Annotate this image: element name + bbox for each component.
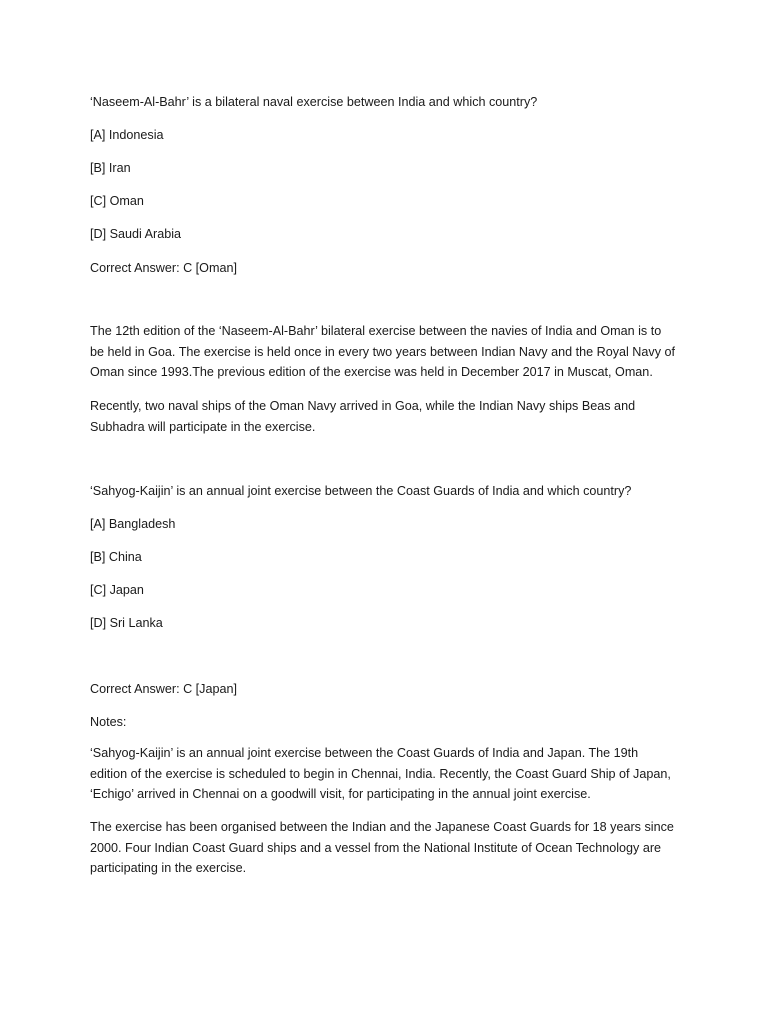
q1-option-a: [A] Indonesia [90,128,164,142]
q2-option-b: [B] China [90,550,142,564]
q1-correct-answer: Correct Answer: C [Oman] [90,261,237,275]
question-1-text: ‘Naseem-Al-Bahr’ is a bilateral naval exercise between India and which country? [90,95,538,109]
q1-explanation-paragraph-1: The 12th edition of the ‘Naseem-Al-Bahr’ bilateral exercise between the navies of India and Oman is to be held in Goa. The exercise is held once in every two years between Indian Navy and the Royal Navy of Oman since 1993.The previous edition of the exercise was held in December 2017 in Muscat, Oman. [90,324,676,379]
q1-explanation-paragraph-2: Recently, two naval ships of the Oman Navy arrived in Goa, while the Indian Navy ships Beas and Subhadra will participate in the exercise. [90,399,636,434]
q2-notes-label: Notes: [90,715,127,729]
q2-option-d: [D] Sri Lanka [90,616,163,630]
q1-option-c: [C] Oman [90,194,144,208]
question-2-text: ‘Sahyog-Kaijin’ is an annual joint exercise between the Coast Guards of India and which country? [90,484,632,498]
q2-explanation-paragraph-1: ‘Sahyog-Kaijin’ is an annual joint exercise between the Coast Guards of India and Japan. The 19th edition of the exercise is scheduled to begin in Chennai, India. Recently, the Coast Guard Ship of Japan, ‘Echigo’ arrived in Chennai on a goodwill visit, for participating in the annual joint exercise. [90,746,671,801]
q1-option-b: [B] Iran [90,161,131,175]
q2-option-a: [A] Bangladesh [90,517,176,531]
q2-option-c: [C] Japan [90,583,144,597]
q2-correct-answer: Correct Answer: C [Japan] [90,682,237,696]
q1-option-d: [D] Saudi Arabia [90,227,182,241]
q2-explanation-paragraph-2: The exercise has been organised between the Indian and the Japanese Coast Guards for 18 years since 2000. Four Indian Coast Guard ships and a vessel from the National Institute of Ocean Technology are participating in the exercise. [90,820,674,875]
